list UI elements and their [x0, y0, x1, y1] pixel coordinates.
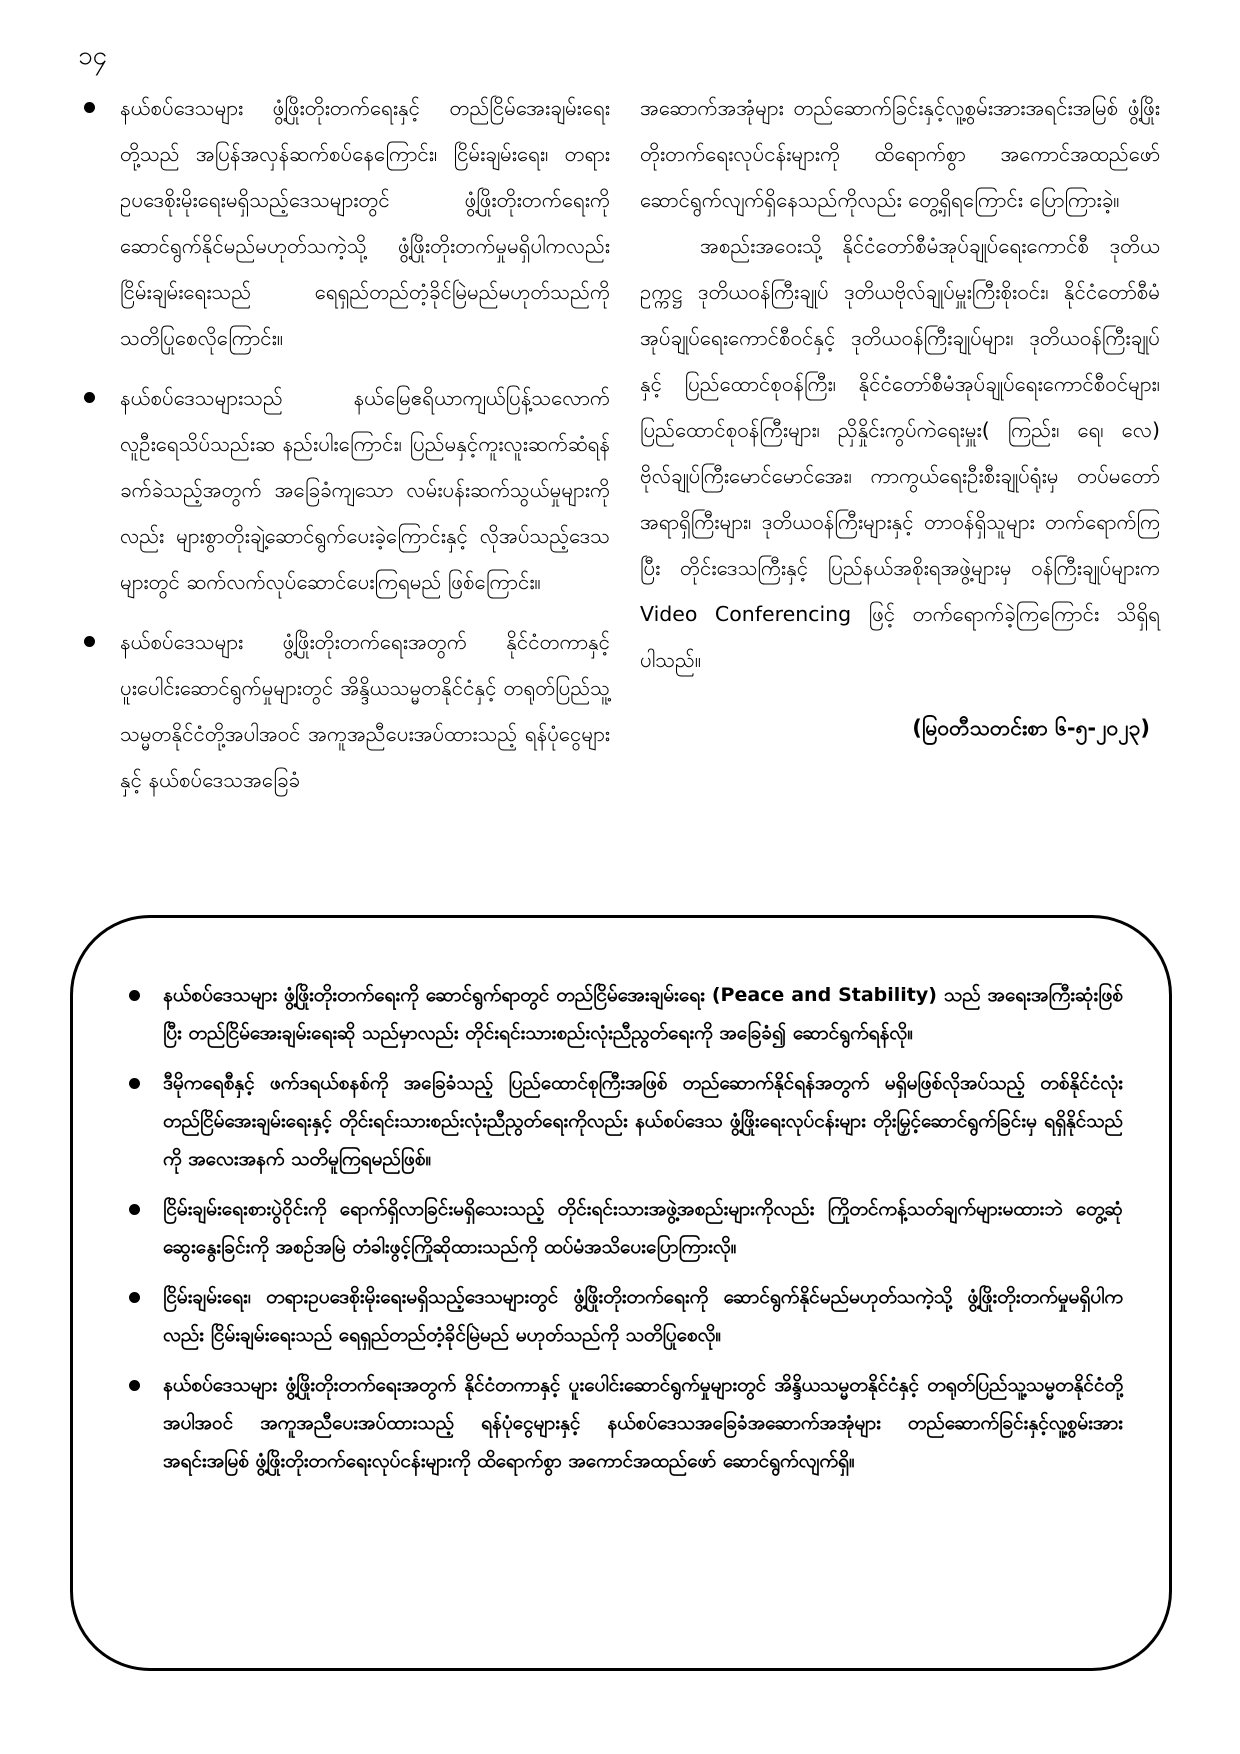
list-item: [123, 1278, 1123, 1354]
list-item-text: နယ်စပ်ဒေသများ ဖွံ့ဖြိုးတိုးတက်ရေးအတွက် နိုင်ငံတကာနှင့် ပူးပေါင်းဆောင်ရွက်မှုများတွင် အိန္ဒိယသမ္မတနိုင်ငံနှင့် တရုတ်ပြည်သူ့သမ္မတနိုင်ငံတို့အပါအဝင် အကူအညီပေးအပ်ထားသည့် ရန်ပုံငွေများနှင့် နယ်စပ်ဒေသအခြေခံ: [120, 630, 610, 792]
bullet-icon: [129, 1292, 140, 1303]
bullet-icon: [84, 636, 95, 647]
page-number: ၁၄: [78, 41, 108, 71]
continuation-paragraph: အဆောက်အအုံများ တည်ဆောက်ခြင်းနှင့်လူ့စွမ်းအားအရင်းအမြစ် ဖွံ့ဖြိုးတိုးတက်ရေးလုပ်ငန်းများကို ထိရောက်စွာ အကောင်အထည်ဖော် ဆောင်ရွက်လျက်ရှိနေသည်ကိုလည်း တွေ့ရှိရကြောင်း ပြောကြားခဲ့။: [640, 96, 1160, 212]
bullet-icon: [84, 102, 95, 113]
list-item: [123, 1366, 1123, 1480]
list-item: [80, 619, 610, 803]
bullet-icon: [129, 1380, 140, 1391]
list-item-text: ငြိမ်းချမ်းရေး၊ တရားဥပဒေစိုးမိုးရေးမရှိသည့်ဒေသများတွင် ဖွံ့ဖြိုးတိုးတက်ရေးကို ဆောင်ရွက်နိုင်မည်မဟုတ်သကဲ့သို့ ဖွံ့ဖြိုးတိုးတက်မှုမရှိပါကလည်း ငြိမ်းချမ်းရေးသည် ရေရှည်တည်တံ့ခိုင်မြဲမည် မဟုတ်သည်ကို သတိပြုစေလို။: [163, 1286, 1123, 1346]
list-item: [123, 1064, 1123, 1178]
bullet-icon: [129, 990, 140, 1001]
list-item-text: ငြိမ်းချမ်းရေးစားပွဲဝိုင်းကို ရောက်ရှိလာခြင်းမရှိသေးသည့် တိုင်းရင်းသားအဖွဲ့အစည်းများကိုလည်း ကြိုတင်ကန့်သတ်ချက်များမထားဘဲ တွေ့ဆုံဆွေးနွေးခြင်းကို အစဉ်အမြဲ တံခါးဖွင့်ကြိုဆိုထားသည်ကို ထပ်မံအသိပေးပြောကြားလို။: [163, 1198, 1123, 1258]
left-column: [80, 85, 610, 817]
list-item: [123, 1190, 1123, 1266]
list-item: [80, 85, 610, 361]
list-item-text: နယ်စပ်ဒေသများသည် နယ်မြေဧရိယာကျယ်ပြန့်သလောက် လူဦးရေသိပ်သည်းဆ နည်းပါးကြောင်း၊ ပြည်မနှင့်ကူးလူးဆက်ဆံရန် ခက်ခဲသည့်အတွက် အခြေခံကျသော လမ်းပန်းဆက်သွယ်မှုများကိုလည်း များစွာတိုးချဲ့ဆောင်ရွက်ပေးခဲ့ကြောင်းနှင့် လိုအပ်သည့်ဒေသများတွင် ဆက်လက်လုပ်ဆောင်ပေးကြရမည် ဖြစ်ကြောင်း။: [120, 386, 610, 594]
bullet-icon: [129, 1204, 140, 1215]
summary-bullet-list: [123, 976, 1123, 1492]
left-bullet-list: [80, 85, 610, 803]
source-citation: (မြဝတီသတင်းစာ ၆-၅-၂၀၂၃): [912, 716, 1150, 740]
bullet-icon: [129, 1078, 140, 1089]
right-column: [640, 85, 1160, 751]
list-item-text: နယ်စပ်ဒေသများ ဖွံ့ဖြိုးတိုးတက်ရေးအတွက် နိုင်ငံတကာနှင့် ပူးပေါင်းဆောင်ရွက်မှုများတွင် အိန္ဒိယသမ္မတနိုင်ငံနှင့် တရုတ်ပြည်သူ့သမ္မတနိုင်ငံတို့အပါအဝင် အကူအညီပေးအပ်ထားသည့် ရန်ပုံငွေများနှင့် နယ်စပ်ဒေသအခြေခံအဆောက်အအုံများ တည်ဆောက်ခြင်းနှင့်လူ့စွမ်းအားအရင်းအမြစ် ဖွံ့ဖြိုးတိုးတက်ရေးလုပ်ငန်းများကို ထိရောက်စွာ အကောင်အထည်ဖော် ဆောင်ရွက်လျက်ရှိ။: [163, 1374, 1123, 1472]
attendance-paragraph: အစည်းအဝေးသို့ နိုင်ငံတော်စီမံအုပ်ချုပ်ရေးကောင်စီ ဒုတိယဥက္ကဋ္ဌ ဒုတိယဝန်ကြီးချုပ် ဒုတိယဗိုလ်ချုပ်မှူးကြီးစိုးဝင်း၊ နိုင်ငံတော်စီမံအုပ်ချုပ်ရေးကောင်စီဝင်နှင့် ဒုတိယဝန်ကြီးချုပ်များ၊ ဒုတိယဝန်ကြီးချုပ်နှင့် ပြည်ထောင်စုဝန်ကြီး၊ နိုင်ငံတော်စီမံအုပ်ချုပ်ရေးကောင်စီဝင်များ၊ ပြည်ထောင်စုဝန်ကြီးများ၊ ညှိနှိုင်းကွပ်ကဲရေးမှူး( ကြည်း၊ ရေ၊ လေ) ဗိုလ်ချုပ်ကြီးမောင်မောင်အေး၊ ကာကွယ်ရေးဦးစီးချုပ်ရုံးမှ တပ်မတော်အရာရှိကြီးများ၊ ဒုတိယဝန်ကြီးများနှင့် တာဝန်ရှိသူများ တက်ရောက်ကြပြီး တိုင်းဒေသကြီးနှင့် ပြည်နယ်အစိုးရအဖွဲ့များမှ ဝန်ကြီးချုပ်များက Video Conferencing ဖြင့် တက်ရောက်ခဲ့ကြကြောင်း သိရှိရပါသည်။: [640, 234, 1160, 672]
list-item-text: နယ်စပ်ဒေသများ ဖွံ့ဖြိုးတိုးတက်ရေးကို ဆောင်ရွက်ရာတွင် တည်ငြိမ်အေးချမ်းရေး (Peace and Stability) သည် အရေးအကြီးဆုံးဖြစ်ပြီး တည်ငြိမ်အေးချမ်းရေးဆို သည်မှာလည်း တိုင်းရင်းသားစည်းလုံးညီညွတ်ရေးကို အခြေခံ၍ ဆောင်ရွက်ရန်လို။: [163, 984, 1123, 1044]
list-item-text: နယ်စပ်ဒေသများ ဖွံ့ဖြိုးတိုးတက်ရေးနှင့် တည်ငြိမ်အေးချမ်းရေးတို့သည် အပြန်အလှန်ဆက်စပ်နေကြောင်း၊ ငြိမ်းချမ်းရေး၊ တရားဥပဒေစိုးမိုးရေးမရှိသည့်ဒေသများတွင် ဖွံ့ဖြိုးတိုးတက်ရေးကို ဆောင်ရွက်နိုင်မည်မဟုတ်သကဲ့သို့ ဖွံ့ဖြိုးတိုးတက်မှုမရှိပါကလည်း ငြိမ်းချမ်းရေးသည် ရေရှည်တည်တံ့ခိုင်မြဲမည်မဟုတ်သည်ကို သတိပြုစေလိုကြောင်း။: [120, 96, 610, 350]
bullet-icon: [84, 392, 95, 403]
list-item: [80, 375, 610, 605]
list-item: [123, 976, 1123, 1052]
list-item-text: ဒီမိုကရေစီနှင့် ဖက်ဒရယ်စနစ်ကို အခြေခံသည့် ပြည်ထောင်စုကြီးအဖြစ် တည်ဆောက်နိုင်ရန်အတွက် မရှိမဖြစ်လိုအပ်သည့် တစ်နိုင်ငံလုံးတည်ငြိမ်အေးချမ်းရေးနှင့် တိုင်းရင်းသားစည်းလုံးညီညွတ်ရေးကိုလည်း နယ်စပ်ဒေသ ဖွံ့ဖြိုးရေးလုပ်ငန်းများ တိုးမြှင့်ဆောင်ရွက်ခြင်းမှ ရရှိနိုင်သည်ကို အလေးအနက် သတိမူကြရမည်ဖြစ်။: [163, 1072, 1123, 1170]
summary-box: [70, 915, 1172, 1671]
